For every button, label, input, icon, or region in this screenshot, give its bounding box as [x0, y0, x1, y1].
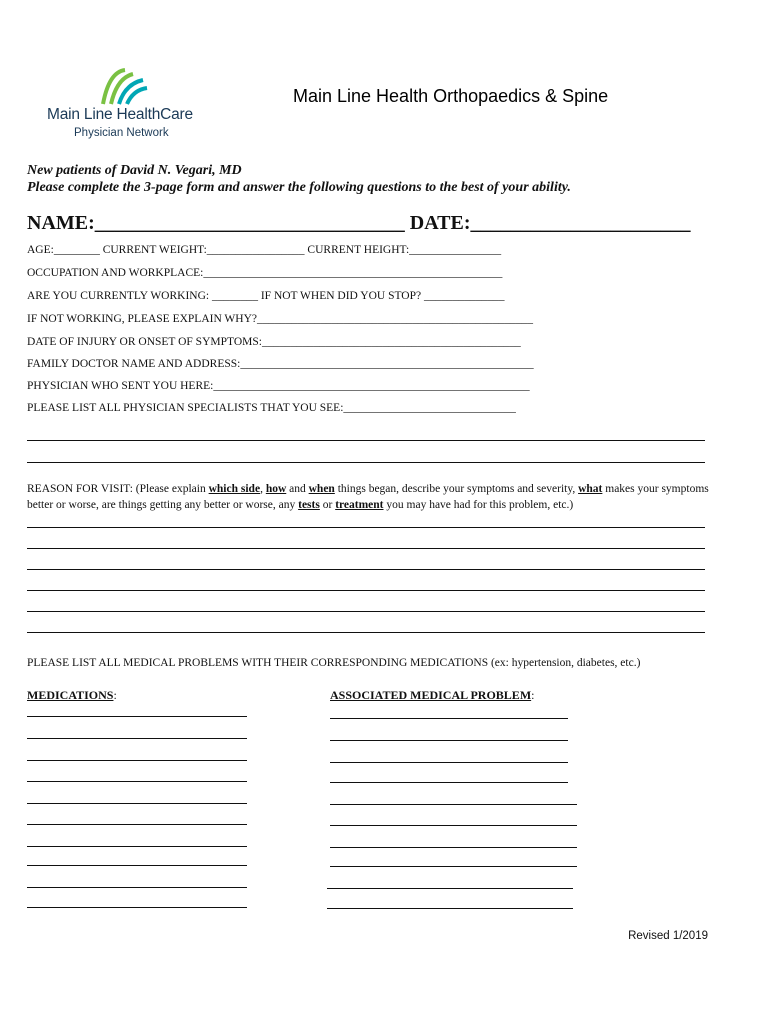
medication-line[interactable]	[27, 846, 247, 847]
logo-subtitle: Physician Network	[74, 127, 169, 139]
specialists-line[interactable]	[27, 462, 705, 463]
logo-name: Main Line HealthCare	[47, 106, 193, 123]
medications-header: MEDICATIONS:	[27, 688, 117, 702]
problem-line[interactable]	[327, 908, 573, 909]
reason-line[interactable]	[27, 548, 705, 549]
problem-line[interactable]	[330, 847, 577, 848]
reason-line[interactable]	[27, 527, 705, 528]
referring-physician-field[interactable]: PHYSICIAN WHO SENT YOU HERE:_______________________________________________________	[27, 380, 530, 392]
medication-line[interactable]	[27, 865, 247, 866]
reason-line[interactable]	[27, 590, 705, 591]
problem-line[interactable]	[330, 866, 577, 867]
revision-date: Revised 1/2019	[628, 930, 708, 942]
medical-problems-prompt: PLEASE LIST ALL MEDICAL PROBLEMS WITH THEIR CORRESPONDING MEDICATIONS (ex: hypertension, diabetes, etc.)	[27, 657, 641, 669]
intro-line-2: Please complete the 3-page form and answer the following questions to the best of your ability.	[27, 180, 571, 195]
intro-line-1: New patients of David N. Vegari, MD	[27, 163, 242, 178]
medication-line[interactable]	[27, 716, 247, 717]
associated-problem-header: ASSOCIATED MEDICAL PROBLEM:	[330, 688, 535, 702]
reason-line[interactable]	[27, 611, 705, 612]
family-doctor-field[interactable]: FAMILY DOCTOR NAME AND ADDRESS:___________________________________________________	[27, 358, 534, 370]
problem-line[interactable]	[327, 888, 573, 889]
medication-line[interactable]	[27, 803, 247, 804]
problem-line[interactable]	[330, 718, 568, 719]
medication-line[interactable]	[27, 760, 247, 761]
page-title: Main Line Health Orthopaedics & Spine	[293, 86, 609, 106]
problem-line[interactable]	[330, 782, 568, 783]
problem-line[interactable]	[330, 825, 577, 826]
specialists-field[interactable]: PLEASE LIST ALL PHYSICIAN SPECIALISTS THAT YOU SEE:______________________________	[27, 402, 516, 414]
age-weight-height-field[interactable]: AGE:________ CURRENT WEIGHT:_________________ CURRENT HEIGHT:________________	[27, 244, 502, 256]
logo-arcs-icon	[99, 66, 149, 106]
problem-line[interactable]	[330, 804, 577, 805]
medication-line[interactable]	[27, 781, 247, 782]
occupation-field[interactable]: OCCUPATION AND WORKPLACE:____________________________________________________	[27, 267, 503, 279]
reason-for-visit-prompt: REASON FOR VISIT: (Please explain which side, how and when things began, describe your symptoms and severity, what makes your symptoms better or worse, are things getting any better or worse, any tests or treatment you may have had for this problem, etc.)	[27, 483, 709, 511]
problem-line[interactable]	[330, 740, 568, 741]
problem-line[interactable]	[330, 762, 568, 763]
medication-line[interactable]	[27, 824, 247, 825]
medication-line[interactable]	[27, 738, 247, 739]
specialists-line[interactable]	[27, 440, 705, 441]
not-working-explain-field[interactable]: IF NOT WORKING, PLEASE EXPLAIN WHY?________________________________________________	[27, 313, 533, 325]
reason-line[interactable]	[27, 632, 705, 633]
currently-working-field[interactable]: ARE YOU CURRENTLY WORKING: ________ IF NOT WHEN DID YOU STOP? ______________	[27, 290, 505, 302]
reason-line[interactable]	[27, 569, 705, 570]
name-date-field[interactable]: NAME:_______________________________ DATE:______________________	[27, 212, 691, 234]
injury-date-field[interactable]: DATE OF INJURY OR ONSET OF SYMPTOMS:_____________________________________________	[27, 336, 521, 348]
medication-line[interactable]	[27, 907, 247, 908]
medication-line[interactable]	[27, 887, 247, 888]
